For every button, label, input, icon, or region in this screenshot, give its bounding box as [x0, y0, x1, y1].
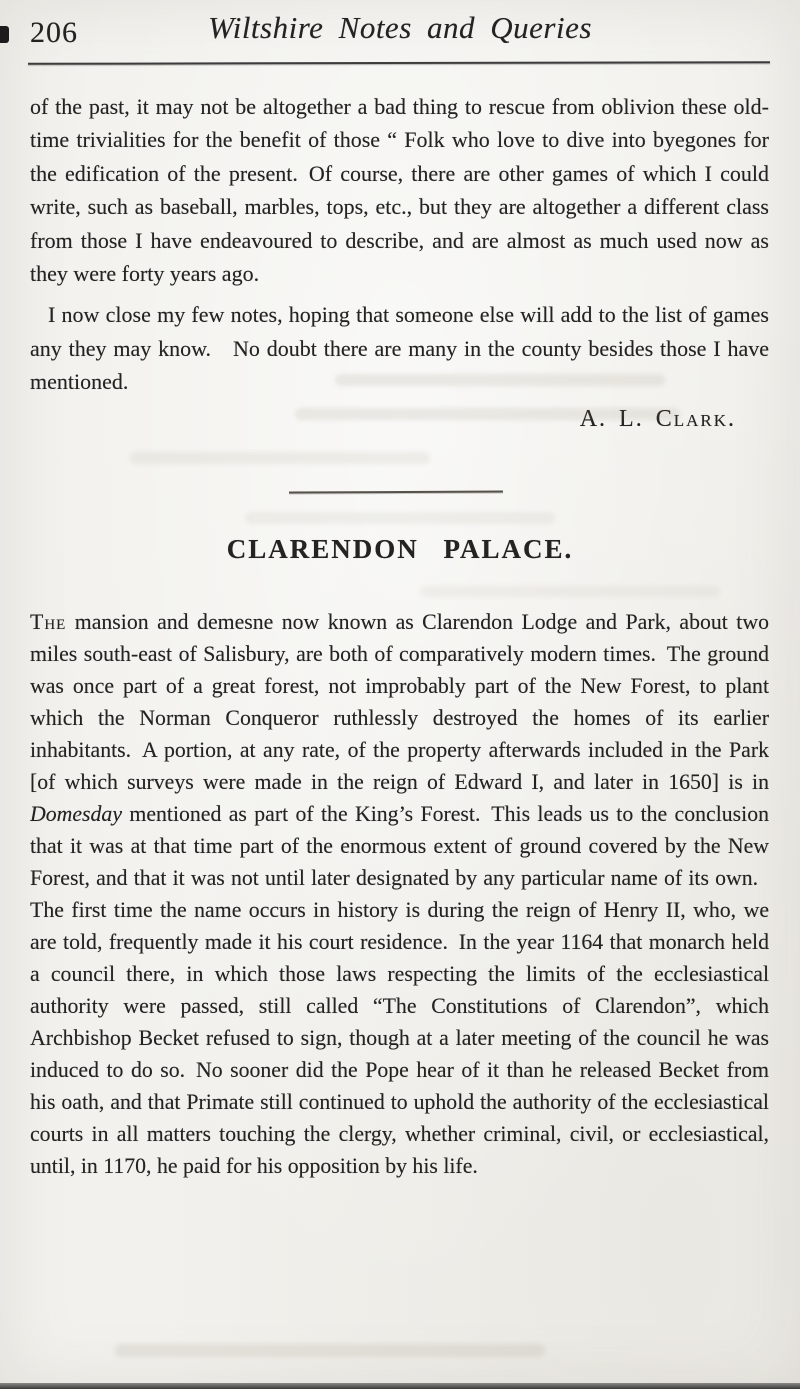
bleedthrough-artifact [245, 512, 555, 524]
article-text-after-italic: mentioned as part of the King’s Forest. This leads us to the conclusion that it was at that time part of the enormous extent of ground covered by the New Forest, and that it was not until later designated by any particular name of its own. The first time the name occurs in history is during the reign of Henry II, who, we are told, frequently made it his court residence. In the year 1164 that monarch held a council there, in which those laws respecting the limits of the ecclesiastical authority were passed, still called “The Constitutions of Clarendon”, which Archbishop Becket refused to sign, though at a later meeting of the council he was induced to do so. No sooner did the Pope hear of it than he released Becket from his oath, and that Primate still continued to uphold the authority of the ecclesiastical courts in all matters touching the clergy, whether criminal, civil, or ecclesiastical, until, in 1170, he paid for his opposition by his life. [30, 802, 769, 1178]
author-signature: A. L. Clark. [579, 405, 736, 432]
bleedthrough-artifact [115, 1344, 545, 1357]
bleedthrough-artifact [295, 408, 680, 420]
scan-edge-bottom [0, 1383, 800, 1389]
paragraph [30, 606, 769, 1182]
article-heading: CLARENDON PALACE. [226, 534, 574, 564]
games-article-end [30, 90, 769, 492]
article-divider-rule [289, 490, 503, 493]
page-number: 206 [30, 16, 78, 49]
journal-title: Wiltshire Notes and Queries [208, 10, 592, 45]
clarendon-article-body [30, 606, 769, 1381]
article-text-before-italic: mansion and demesne now known as Clarendon Lodge and Park, about two miles south-east of Salisbury, are both of comparatively modern times. The ground was once part of a great forest, not improbably part of the New Forest, to plant which the Norman Conqueror ruthlessly destroyed the homes of its earlier inhabitants. A portion, at any rate, of the property afterwards included in the Park [of which surveys were made in the reign of Edward I, and later in 1650] is in [30, 610, 769, 794]
bleedthrough-artifact [130, 452, 430, 464]
games-paragraph-1: of the past, it may not be altogether a bad thing to rescue from oblivion these old-time trivialities for the benefit of those “ Folk who love to dive into byegones for the edification of the present. Of course, there are other games of which I could write, such as baseball, marbles, tops, etc., but they are altogether a different class from those I have endeavoured to describe, and are almost as much used now as they were forty years ago. [30, 94, 769, 287]
paragraph [30, 90, 769, 290]
italic-book-title: Domesday [30, 802, 123, 826]
games-paragraph-2: I now close my few notes, hoping that someone else will add to the list of games any they may know. No doubt there are many in the county besides those I have mentioned. [30, 302, 769, 395]
bleedthrough-artifact [420, 586, 720, 597]
bleedthrough-artifact [335, 374, 665, 386]
header-rule [28, 61, 770, 65]
lead-word-small-caps: The [30, 610, 67, 634]
